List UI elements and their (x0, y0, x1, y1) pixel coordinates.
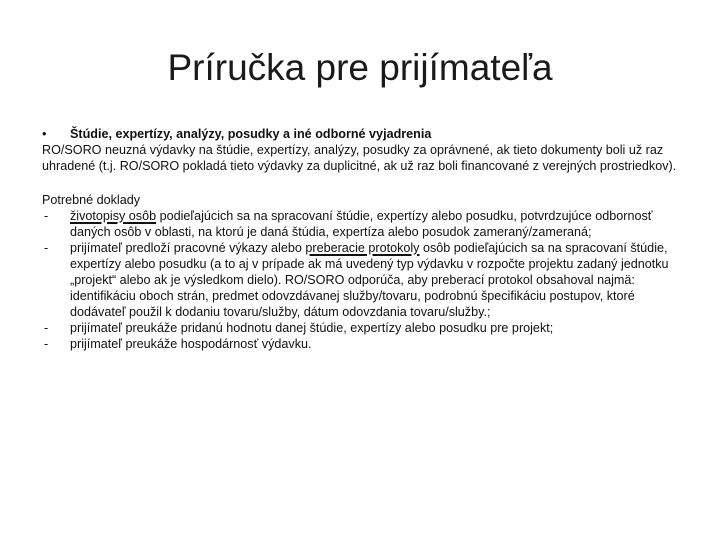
list-item-text: osôb podieľajúcich sa na spracovaní štúdie, expertízy alebo posudku (a to aj v prípade ak má uvedený typ výdavku v rozpočte projektu zadaný jednotku „projekt“ alebo ak je výsledkom dielo). RO/SORO odporúča, aby preberací protokol obsahoval najmä: identifikáciu oboch strán, predmet odovzdávanej služby/tovaru, podrobnú špecifikáciu postupov, ktoré dodávateľ použil k dodaniu tovaru/služby, dátum odovzdania tovaru/služby.; (70, 241, 669, 319)
list-item (42, 240, 687, 320)
list-item (42, 320, 687, 336)
list-item-text: podieľajúcich sa na spracovaní štúdie, expertízy alebo posudku, potvrdzujúce odbornosť daných osôb v oblasti, na ktorú je daná štúdia, expertíza alebo posudok zameraný/zameraná; (70, 209, 653, 239)
dash-marker: - (44, 241, 49, 255)
spacer (42, 174, 687, 192)
intro-paragraph: RO/SORO neuzná výdavky na štúdie, expertízy, analýzy, posudky za oprávnené, ak tieto dokumenty boli už raz uhradené (t.j. RO/SORO pokladá tieto výdavky za duplicitné, ak už raz boli financované z verejných prostriedkov). (42, 143, 677, 173)
list-item-text: prijímateľ predloží pracovné výkazy alebo (70, 241, 306, 255)
slide-body (42, 126, 687, 352)
slide-title: Príručka pre prijímateľa (167, 47, 553, 88)
section-heading (42, 126, 687, 142)
list-item (42, 336, 687, 352)
bullet-icon: • (42, 127, 47, 141)
list-item-text: prijímateľ preukáže pridanú hodnotu danej štúdie, expertízy alebo posudku pre projekt; (70, 321, 554, 335)
list-item-text: prijímateľ preukáže hospodárnosť výdavku. (70, 337, 312, 351)
underlined-term: preberacie protokoly (305, 241, 420, 255)
section-heading-text: Štúdie, expertízy, analýzy, posudky a iné odborné vyjadrenia (70, 127, 432, 141)
documents-label: Potrebné doklady (42, 193, 141, 207)
dash-marker: - (44, 321, 49, 335)
list-item (42, 208, 687, 240)
dash-marker: - (44, 209, 49, 223)
underlined-term: životopisy osôb (70, 209, 157, 223)
dash-marker: - (44, 337, 49, 351)
